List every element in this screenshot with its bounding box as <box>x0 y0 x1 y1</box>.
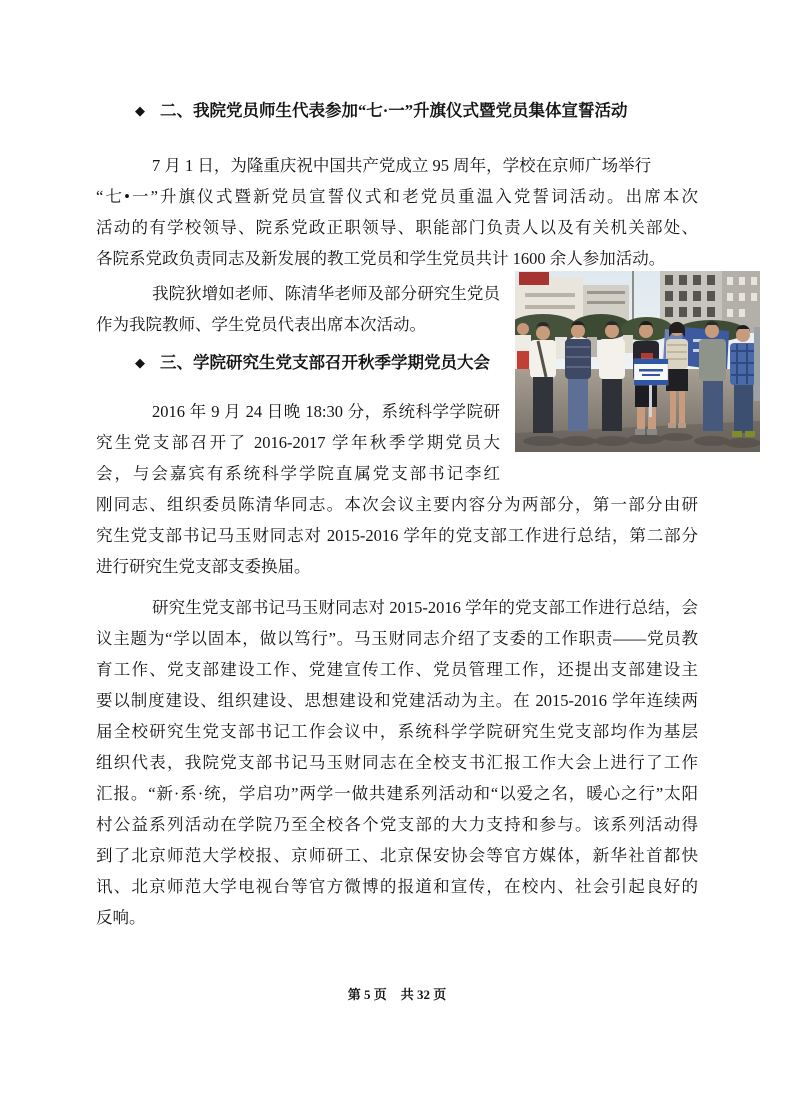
section-heading-2 <box>96 100 698 122</box>
page-number-current: 第 5 页 <box>347 987 387 1002</box>
page-number-footer <box>0 986 794 1004</box>
diamond-bullet-icon: ◆ <box>135 356 145 371</box>
text-line: “七•一”升旗仪式暨新党员宣誓仪式和老党员重温入党誓词活动。出席本次 <box>96 187 698 206</box>
text-line: 会，与会嘉宾有系统科学学院直属党支部书记李红 <box>96 464 500 483</box>
text-line: 要以制度建设、组织建设、思想建设和党建活动为主。在 2015-2016 学年连续两 <box>96 691 698 710</box>
text-line: 各院系党政负责同志及新发展的教工党员和学生党员共计 1600 余人参加活动。 <box>96 249 666 268</box>
text-line: 刚同志、组织委员陈清华同志。本次会议主要内容分为两部分，第一部分由研 <box>96 495 698 514</box>
text-line: 研究生党支部书记马玉财同志对 2015-2016 学年的党支部工作进行总结，会 <box>152 598 698 617</box>
text-line: 2016 年 9 月 24 日晚 18:30 分，系统科学学院研 <box>152 402 500 421</box>
event-photo-illustration <box>515 271 760 452</box>
text-line: 作为我院教师、学生党员代表出席本次活动。 <box>96 315 426 334</box>
section-heading-3-text: 三、学院研究生党支部召开秋季学期党员大会 <box>160 353 490 372</box>
event-photo <box>515 271 760 452</box>
section-heading-2-text: 二、我院党员师生代表参加“七·一”升旗仪式暨党员集体宣誓活动 <box>160 101 628 120</box>
text-line: 进行研究生党支部支委换届。 <box>96 557 311 576</box>
text-line: 我院狄增如老师、陈清华老师及部分研究生党员 <box>152 284 500 303</box>
text-line: 届全校研究生党支部书记工作会议中，系统科学学院研究生党支部均作为基层 <box>96 722 698 741</box>
paragraph-flag-ceremony <box>96 150 698 274</box>
text-line: 究生党支部召开了 2016-2017 学年秋季学期党员大 <box>96 433 500 452</box>
text-line: 汇报。“新·系·统，学启功”两学一做共建系列活动和“以爱之名，暖心之行”太阳 <box>96 784 698 803</box>
text-line: 组织代表，我院党支部书记马玉财同志在全校支书汇报工作大会上进行了工作 <box>96 753 698 772</box>
text-line: 活动的有学校领导、院系党政正职领导、职能部门负责人以及有关机关部处、 <box>96 218 698 237</box>
text-line: 到了北京师范大学校报、京师研工、北京保安协会等官方媒体，新华社首都快 <box>96 846 698 865</box>
text-line: 究生党支部书记马玉财同志对 2015-2016 学年的党支部工作进行总结，第二部分 <box>96 526 698 545</box>
document-content <box>96 100 698 933</box>
text-line: 村公益系列活动在学院乃至全校各个党支部的大力支持和参与。该系列活动得 <box>96 815 698 834</box>
text-line: 议主题为“学以固本，做以笃行”。马玉财同志介绍了支委的工作职责——党员教 <box>96 629 698 648</box>
diamond-bullet-icon: ◆ <box>135 104 145 119</box>
text-line: 育工作、党支部建设工作、党建宣传工作、党员管理工作，还提出支部建设主 <box>96 660 698 679</box>
text-line: 讯、北京师范大学电视台等官方微博的报道和宣传，在校内、社会引起良好的 <box>96 877 698 896</box>
text-line: 7 月 1 日，为隆重庆祝中国共产党成立 95 周年，学校在京师广场举行 <box>152 156 652 175</box>
text-line: 反响。 <box>96 908 146 927</box>
paragraph-work-summary <box>96 592 698 933</box>
page-number-total: 共 32 页 <box>400 987 447 1002</box>
